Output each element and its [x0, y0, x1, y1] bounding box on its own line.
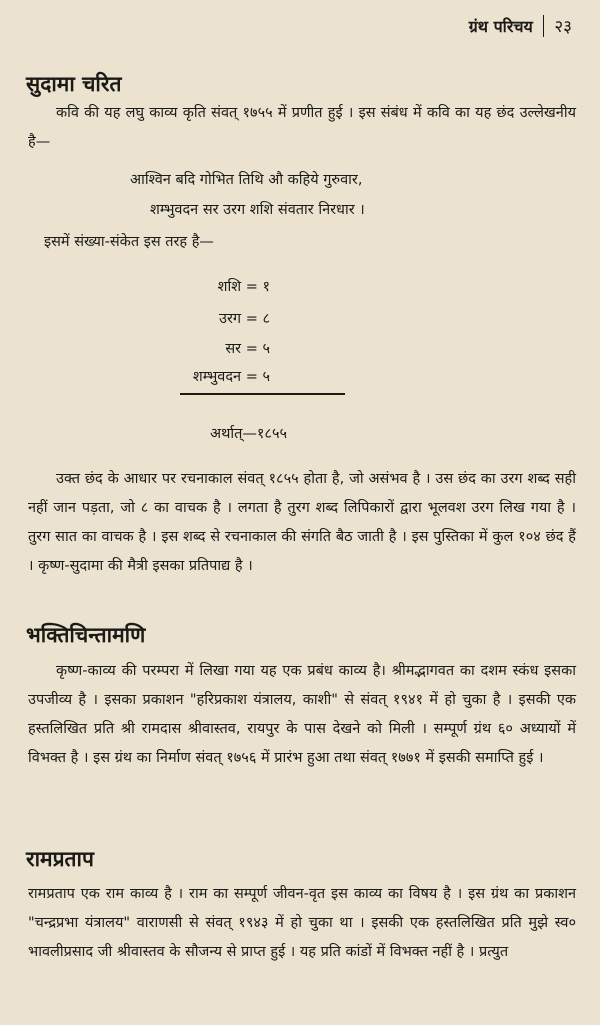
- equation-result: अर्थात्—१८५५: [210, 426, 288, 442]
- verse-line-1: आश्विन बदि गोभित तिथि औ कहिये गुरुवार,: [130, 172, 363, 188]
- equation-row: शशि = १: [217, 279, 270, 295]
- running-head-title: ग्रंथ परिचय: [468, 16, 533, 36]
- running-head-divider: [543, 15, 545, 37]
- verse-line-2: शम्भुवदन सर उरग शशि संवतार निरधार ।: [150, 202, 365, 218]
- equation-row: शम्भुवदन = ५: [192, 369, 270, 385]
- equation-row: सर = ५: [225, 341, 270, 357]
- section1-lead: इसमें संख्या-संकेत इस तरह है—: [44, 234, 214, 250]
- section1-intro: कवि की यह लघु काव्य कृति संवत् १७५५ में प्रणीत हुई । इस संबंध में कवि का यह छंद उल्लेखनीय है—: [28, 105, 576, 150]
- section-heading-sudama-charit: सुदामा चरित: [26, 72, 122, 96]
- section-heading-ram-pratap: रामप्रताप: [26, 847, 94, 871]
- section2-body: कृष्ण-काव्य की परम्परा में लिखा गया यह एक प्रबंध काव्य है। श्रीमद्भागवत का दशम स्कंध इसका उपजीव्य है । इसका प्रकाशन "हरिप्रकाश यंत्रालय, काशी" से संवत् १९४१ में हो चुका है । इसकी एक हस्तलिखित प्रति श्री रामदास श्रीवास्तव, रायपुर के पास देखने को मिली । सम्पूर्ण ग्रंथ ६० अध्यायों में विभक्त है । इस ग्रंथ का निर्माण संवत् १७५६ में प्रारंभ हुआ तथा संवत् १७७१ में इसकी समाप्ति हुई ।: [28, 663, 576, 766]
- running-head: [469, 14, 572, 37]
- section1-body: उक्त छंद के आधार पर रचनाकाल संवत् १८५५ होता है, जो असंभव है । उस छंद का उरग शब्द सही नहीं जान पड़ता, जो ८ का वाचक है । लगता है तुरग शब्द लिपिकारों द्वारा भूलवश उरग लिख गया है । तुरग सात का वाचक है । इस शब्द से रचनाकाल की संगति बैठ जाती है । इस पुस्तिका में कुल १०४ छंद हैं । कृष्ण-सुदामा की मैत्री इसका प्रतिपाद्य है ।: [28, 471, 576, 574]
- section3-body: रामप्रताप एक राम काव्य है । राम का सम्पूर्ण जीवन-वृत इस काव्य का विषय है । इस ग्रंथ का प्रकाशन "चन्द्रप्रभा यंत्रालय" वाराणसी से संवत् १९४३ में हो चुका था । इसकी एक हस्तलिखित प्रति मुझे स्व० भावलीप्रसाद जी श्रीवास्तव के सौजन्य से प्राप्त हुई । यह प्रति कांडों में विभक्त नहीं है । प्रत्युत: [28, 886, 576, 960]
- page-number: २३: [554, 17, 572, 37]
- sum-rule: [180, 393, 345, 395]
- equation-row: उरग = ८: [219, 311, 270, 327]
- section-heading-bhakti-chintamani: भक्तिचिन्तामणि: [26, 623, 146, 647]
